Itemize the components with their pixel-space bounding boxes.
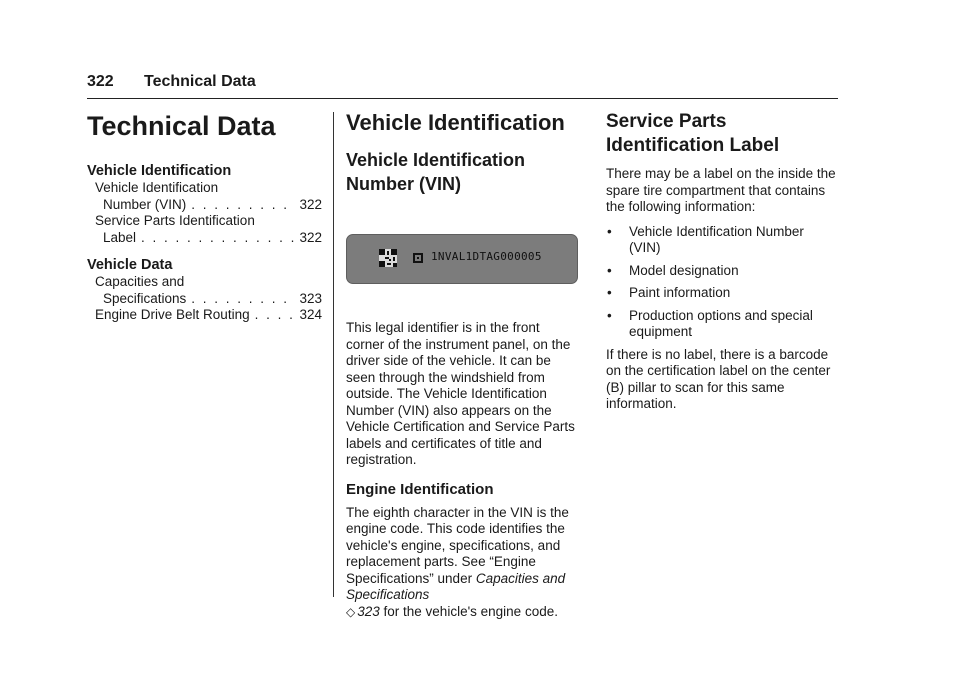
toc-entry-line: Specifications bbox=[103, 290, 187, 306]
toc-leader-dots bbox=[255, 307, 295, 324]
list-item bbox=[606, 224, 838, 257]
toc-entry-line: Engine Drive Belt Routing bbox=[95, 307, 250, 322]
vin-plate-text: 1NVAL1DTAG000005 bbox=[431, 250, 542, 263]
toc-entry-line: Capacities and bbox=[95, 274, 185, 289]
section-title-service-parts-label bbox=[606, 110, 838, 158]
toc-column bbox=[87, 110, 322, 324]
vehicle-identification-column bbox=[346, 110, 580, 620]
cross-reference-link[interactable]: Capacities and Specifications bbox=[346, 570, 566, 602]
bullet-icon: • bbox=[607, 285, 612, 300]
running-section-title: Technical Data bbox=[144, 73, 256, 90]
toc-group-vehicle-data: Vehicle Data bbox=[87, 257, 173, 273]
list-item-text: Production options and special equipment bbox=[629, 307, 813, 339]
header-rule bbox=[87, 98, 838, 99]
chapter-title: Technical Data bbox=[87, 111, 276, 141]
toc-entry-capacities[interactable] bbox=[87, 274, 322, 307]
vin-location-paragraph: This legal identifier is in the front corner of the instrument panel, on the driver side of the vehicle. It can be seen through the windshield from outside. The Vehicle Identification Number (VIN) also appears on the Vehicle Certification and Service Parts labels and certificates of title and registration. bbox=[346, 320, 575, 467]
heading-line: Service Parts bbox=[606, 111, 727, 132]
page-header bbox=[87, 72, 838, 98]
service-parts-column bbox=[606, 110, 838, 413]
toc-leader-dots bbox=[191, 291, 294, 308]
list-item-text: Paint information bbox=[629, 285, 731, 300]
toc-leader-dots bbox=[141, 230, 294, 247]
section-title-vehicle-identification: Vehicle Identification bbox=[346, 110, 565, 135]
service-parts-outro: If there is no label, there is a barcode on the certification label on the center (B) pillar to scan for this same information. bbox=[606, 346, 831, 411]
list-item-text: Vehicle Identification Number (VIN) bbox=[629, 223, 804, 255]
list-item bbox=[606, 285, 838, 302]
subsection-title-engine-identification: Engine Identification bbox=[346, 480, 494, 498]
cross-reference-page[interactable]: 323 bbox=[357, 603, 380, 619]
list-item bbox=[606, 263, 838, 280]
qr-code-icon bbox=[379, 249, 397, 267]
square-marker-icon bbox=[413, 253, 423, 263]
bullet-icon: • bbox=[607, 223, 612, 239]
heading-line: Identification Label bbox=[606, 135, 780, 156]
service-parts-bullet-list bbox=[606, 224, 838, 341]
page-reference-icon: ◇ bbox=[346, 604, 356, 619]
page-number: 322 bbox=[87, 73, 114, 90]
toc-page-ref[interactable]: 323 bbox=[299, 290, 322, 306]
toc-leader-dots bbox=[191, 197, 294, 214]
toc-page-ref[interactable]: 322 bbox=[299, 196, 322, 212]
paragraph-text: for the vehicle's engine code. bbox=[383, 603, 558, 619]
service-parts-intro: There may be a label on the inside the spare tire compartment that contains the following information: bbox=[606, 166, 836, 214]
column-divider bbox=[333, 112, 334, 597]
subsection-title-vin bbox=[346, 148, 580, 196]
list-item-text: Model designation bbox=[629, 262, 739, 278]
toc-entry-line: Label bbox=[103, 229, 137, 245]
heading-line: Number (VIN) bbox=[346, 174, 462, 194]
heading-line: Vehicle Identification bbox=[346, 150, 526, 170]
bullet-icon: • bbox=[607, 307, 612, 323]
paragraph-text: The eighth character in the VIN is the engine code. This code identifies the vehicle's engine, specifications, and replacement parts. See “Engine Specifications” under bbox=[346, 504, 569, 586]
list-item bbox=[606, 308, 838, 341]
toc-entry-service-parts-label[interactable] bbox=[87, 213, 322, 246]
toc-entry-belt-routing[interactable] bbox=[87, 307, 322, 324]
toc-page-ref[interactable]: 324 bbox=[299, 307, 322, 322]
bullet-icon: • bbox=[607, 262, 612, 278]
toc-entry-line: Service Parts Identification bbox=[95, 213, 255, 228]
toc-entry-line: Number (VIN) bbox=[103, 196, 187, 212]
toc-group-vehicle-identification: Vehicle Identification bbox=[87, 163, 232, 179]
vin-plate-image bbox=[346, 234, 578, 284]
toc-entry-line: Vehicle Identification bbox=[95, 180, 219, 195]
engine-identification-paragraph bbox=[346, 505, 580, 621]
toc-page-ref[interactable]: 322 bbox=[299, 229, 322, 245]
toc-entry-vin[interactable] bbox=[87, 180, 322, 213]
